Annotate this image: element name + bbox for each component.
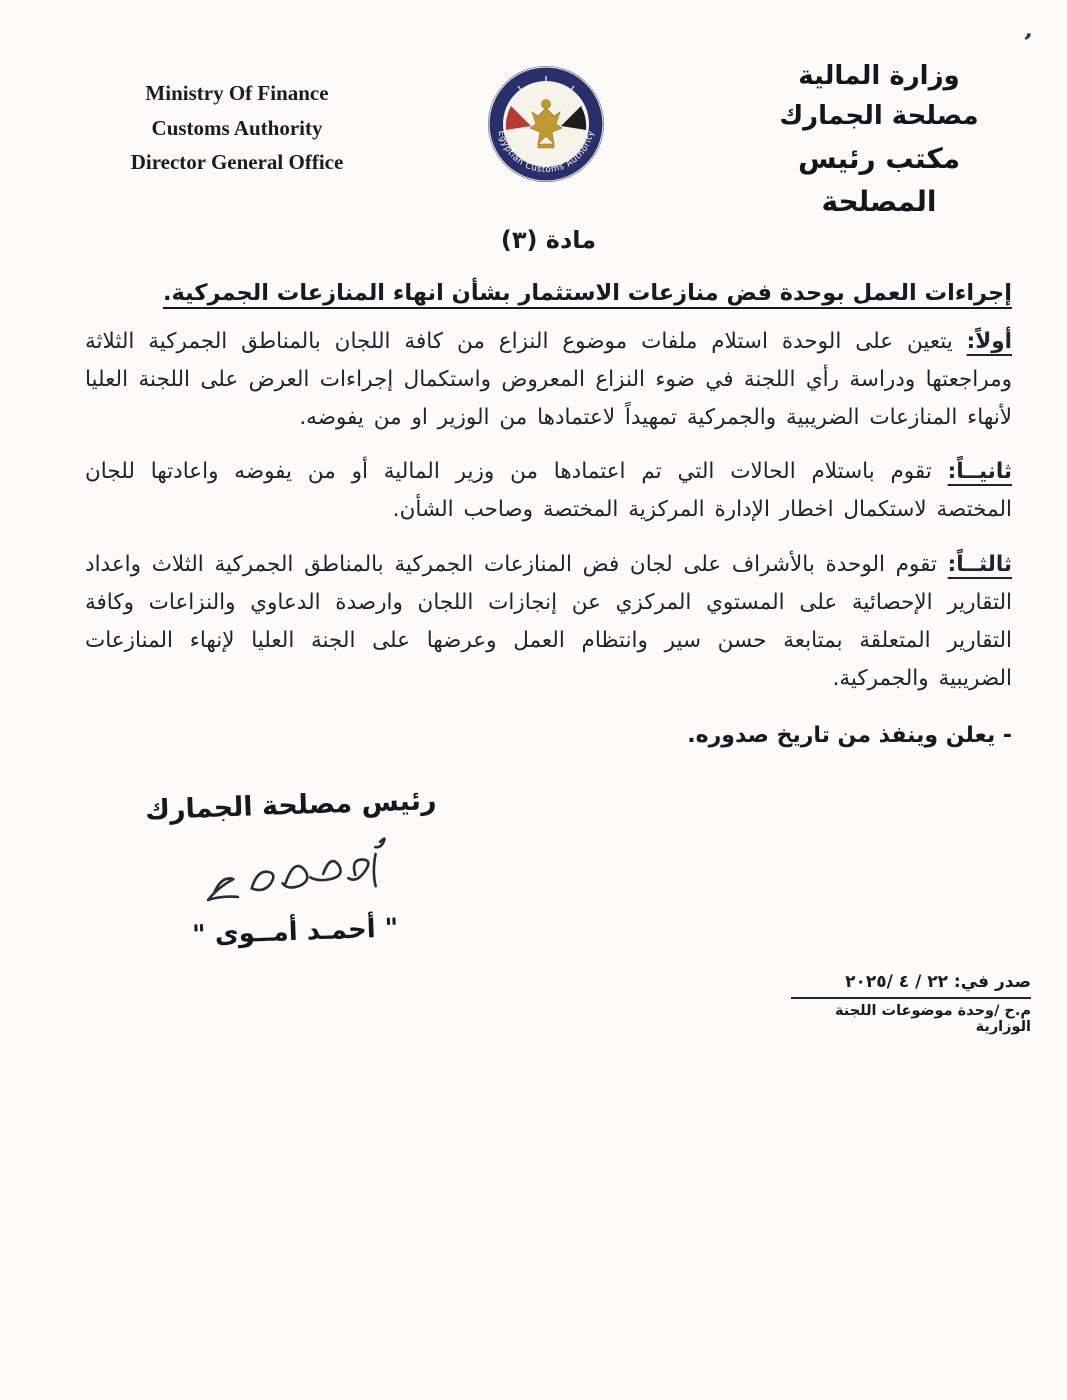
paragraph-lead: أولاً: <box>966 329 1012 354</box>
header-arabic-line: مصلحة الجمارك <box>779 101 979 132</box>
signatory-title: رئيس مصلحة الجمارك <box>144 784 437 827</box>
header-english-line: Ministry Of Finance <box>145 81 329 105</box>
paragraph-second <box>85 453 1012 529</box>
reference-line: م.ح /وحدة موضوعات اللجنة الوزارية <box>834 1003 1031 1035</box>
header-english-line: Director General Office <box>130 150 344 175</box>
issue-footer <box>791 972 1031 1035</box>
issued-date-line: صدر في: ٢٢ / ٤ /٢٠٢٥ <box>791 972 1031 999</box>
header-arabic-block <box>739 56 1019 223</box>
signatory-name: " أحمـد أمــوى " <box>191 913 399 951</box>
document-body <box>85 226 1012 748</box>
customs-authority-logo <box>486 64 606 186</box>
signature-scribble-icon <box>172 827 415 919</box>
article-number: مادة (٣) <box>500 226 597 254</box>
paragraph-text: تقوم باستلام الحالات التي تم اعتمادها من وزير المالية أو من يفوضه واعادتها للجان المختصة لاستكمال اخطار الإدارة المركزية المختصة وصاحب الشأن. <box>85 459 1012 523</box>
logo-ring-text: Egyptian Customs Authority <box>495 129 597 176</box>
header-arabic-line: وزارة المالية <box>798 61 960 91</box>
paragraph-first <box>85 323 1012 436</box>
header-english-block <box>102 76 372 180</box>
document-title: إجراءات العمل بوحدة فض منازعات الاستثمار بشأن انهاء المنازعات الجمركية. <box>162 280 1012 306</box>
header-arabic-line: مكتب رئيس المصلحة <box>797 141 961 218</box>
header-english-line: Customs Authority <box>151 115 323 140</box>
signature-block <box>135 785 450 953</box>
paragraph-text: يتعين على الوحدة استلام ملفات موضوع النزاع من كافة اللجان بالمناطق الجمركية الثلاثة ومراجعتها ودراسة رأي اللجنة في ضوء النزاع المعروض واستكمال إجراءات العرض على اللجنة العليا لأنهاء المنازعات الضريبية والجمركية تمهيداً لاعتمادها من الوزير او من يفوضه. <box>85 329 1012 430</box>
paragraph-lead: ثالثــاً: <box>947 552 1012 578</box>
paragraph-third <box>85 546 1012 697</box>
customs-authority-seal-icon <box>486 64 606 184</box>
scan-artifact: ’ <box>1018 29 1035 56</box>
effective-clause: - يعلن وينفذ من تاريخ صدوره. <box>687 723 1012 749</box>
paragraph-text: تقوم الوحدة بالأشراف على لجان فض المنازعات الجمركية بالمناطق الجمركية الثلاث واعداد التقارير الإحصائية على المستوي المركزي عن إنجازات اللجان وارصدة الدعاوي والنزاعات وكافة التقارير المتعلقة بمتابعة حسن سير وانتظام العمل وعرضها على الجنة العليا لإنهاء المنازعات الضريبية والجمركية. <box>85 552 1012 691</box>
paragraph-lead: ثانيــاً: <box>947 459 1012 485</box>
